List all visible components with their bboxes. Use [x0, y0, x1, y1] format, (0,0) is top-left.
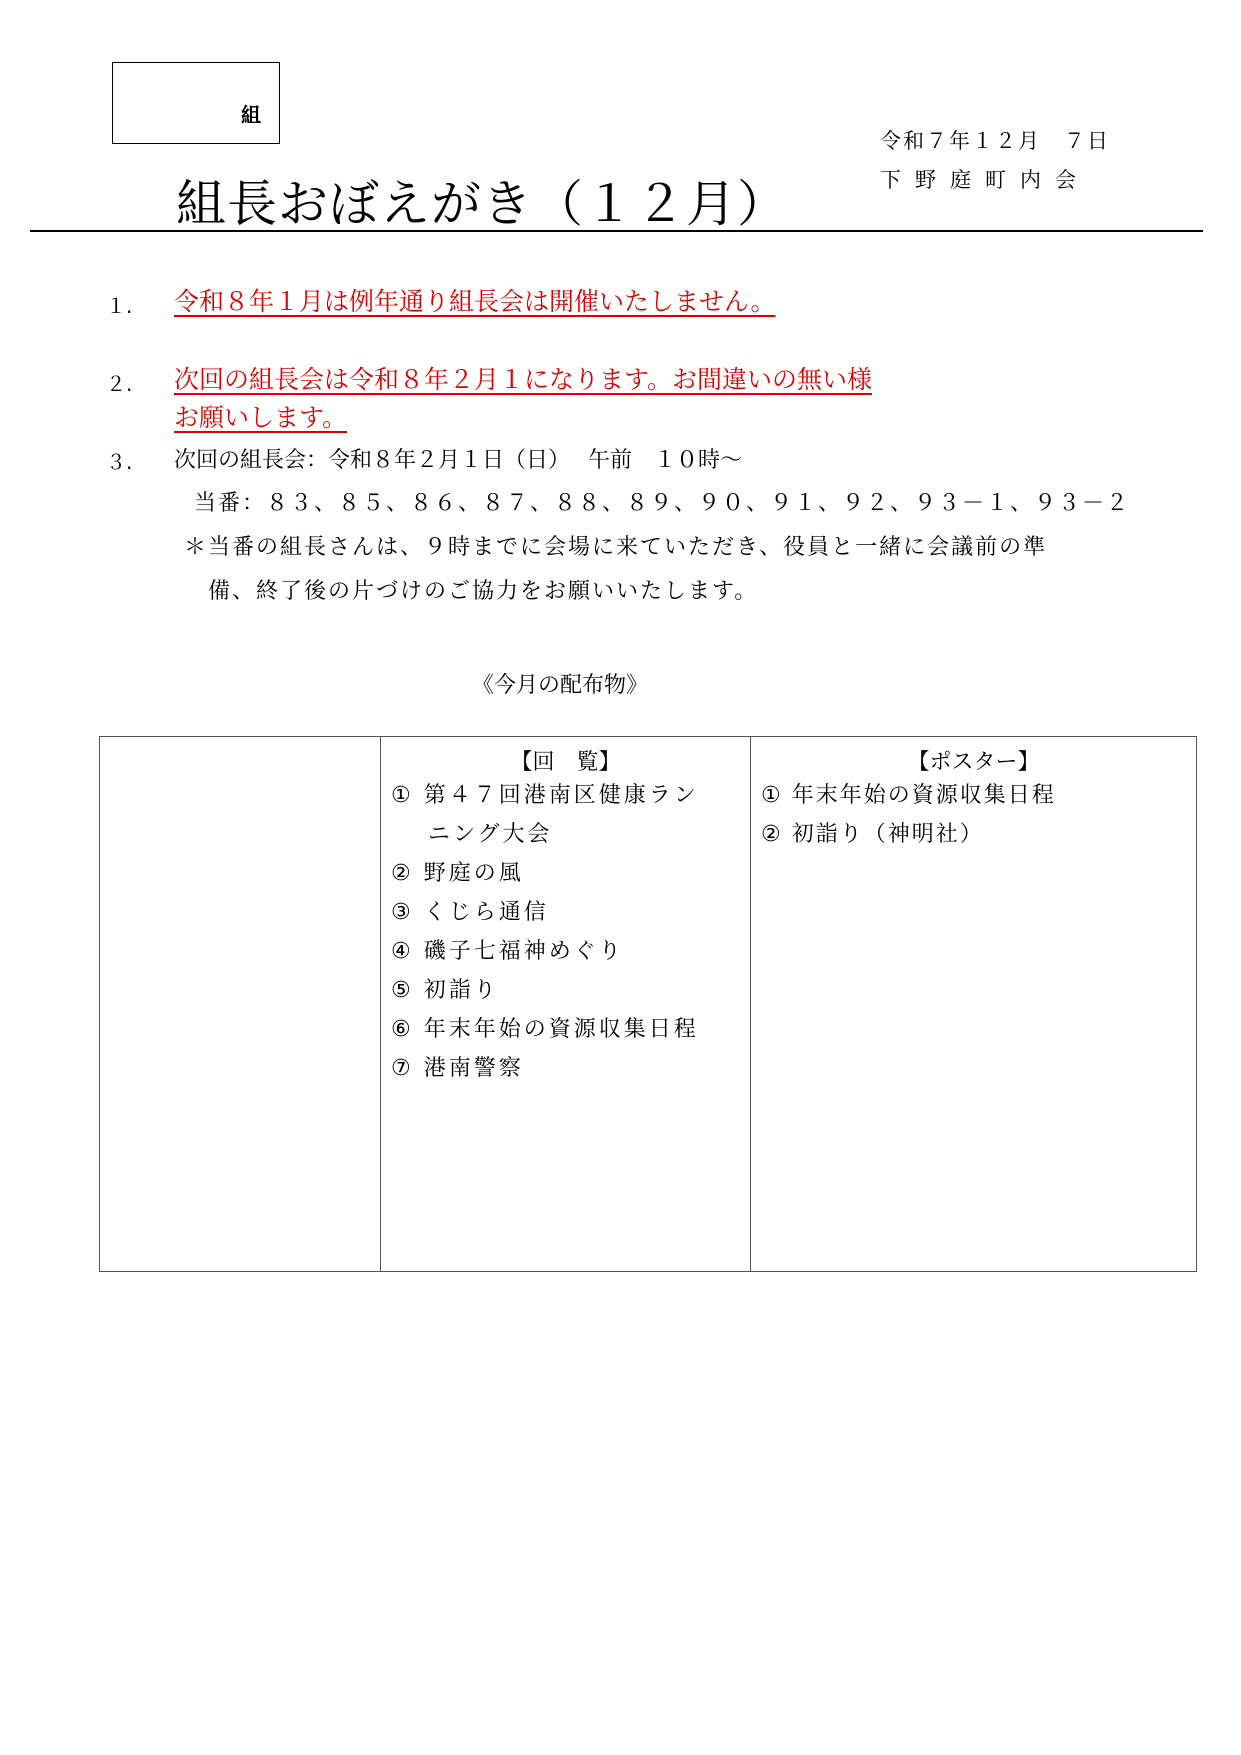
organization-name: 下野庭町内会: [880, 168, 1090, 192]
title-divider: [30, 230, 1203, 232]
page-title: 組長おぼえがき（１２月）: [176, 175, 788, 233]
list-item: ① 第４７回港南区健康ラン: [391, 783, 699, 808]
list-item-continuation: ニング大会: [428, 822, 553, 847]
kairan-header: 【回 覧】: [510, 750, 621, 775]
empty-column: [100, 737, 381, 1272]
note-line-1: ＊当番の組長さんは、９時までに会場に来ていただき、役員と一緒に会議前の準: [184, 535, 1048, 560]
distribution-heading: 《今月の配布物》: [472, 673, 649, 698]
note-line-2: 備、終了後の片づけのご協力をお願いいたします。: [208, 579, 759, 604]
duty-list: 当番：８３、８５、８６、８７、８８、８９、９０、９１、９２、９３－１、９３－２: [194, 491, 1131, 516]
list-item: ③ くじら通信: [391, 900, 549, 925]
kairan-column: [381, 737, 751, 1272]
item-2-line1: 次回の組長会は令和８年２月１になります。お間違いの無い様: [174, 365, 873, 394]
distribution-table: [99, 736, 1197, 1272]
item-1-text: 令和８年１月は例年通り組長会は開催いたしません。: [174, 287, 776, 316]
item-2-number: ２.: [106, 372, 133, 396]
list-item: ① 年末年始の資源収集日程: [761, 783, 1056, 808]
kumi-box: [112, 62, 280, 144]
poster-column: [751, 737, 1197, 1272]
item-3-number: ３.: [106, 450, 133, 474]
item-2-line2: お願いします。: [174, 403, 348, 432]
item-1-number: １.: [106, 294, 133, 318]
list-item: ⑦ 港南警察: [391, 1056, 524, 1081]
kumi-label: 組: [241, 103, 261, 127]
list-item: ④ 磯子七福神めぐり: [391, 939, 624, 964]
issue-date: 令和７年１２月 ７日: [880, 129, 1110, 153]
list-item: [381, 815, 750, 854]
list-item: ⑥ 年末年始の資源収集日程: [391, 1017, 699, 1042]
poster-header: 【ポスター】: [907, 750, 1040, 775]
item-3-text: 次回の組長会：令和８年２月１日（日） 午前 １０時～: [174, 448, 742, 473]
list-item: ⑤ 初詣り: [391, 978, 499, 1003]
list-item: ② 野庭の風: [391, 861, 524, 886]
list-item: ② 初詣り（神明社）: [761, 822, 984, 847]
